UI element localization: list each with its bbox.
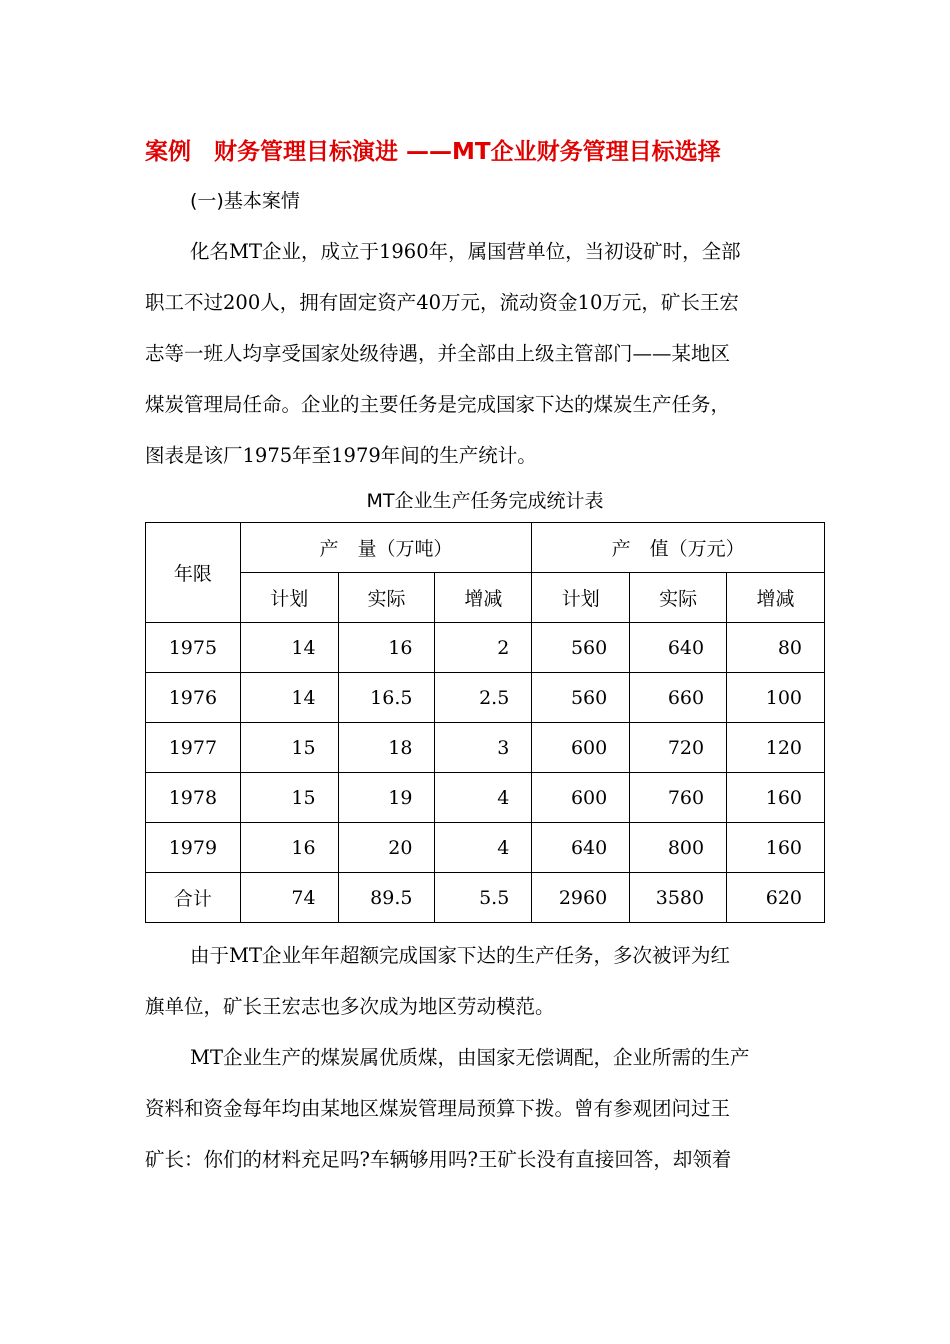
table-cell: 600 — [532, 773, 630, 823]
table-cell: 660 — [630, 673, 727, 723]
column-header: 实际 — [630, 573, 727, 623]
table-cell: 1979 — [146, 823, 241, 873]
paragraph-line: 职工不过200人，拥有固定资产40万元，流动资金10万元，矿长王宏 — [145, 291, 739, 314]
paragraph-line: 矿长：你们的材料充足吗?车辆够用吗?王矿长没有直接回答，却领着 — [145, 1148, 732, 1171]
table-cell: 720 — [630, 723, 727, 773]
production-stats-table — [145, 522, 825, 923]
table-cell: 1975 — [146, 623, 241, 673]
paragraph-line: 煤炭管理局任命。企业的主要任务是完成国家下达的煤炭生产任务， — [145, 393, 731, 416]
column-header: 增减 — [435, 573, 532, 623]
table-row — [146, 823, 825, 873]
table-total-row — [146, 873, 825, 923]
table-cell: 560 — [532, 623, 630, 673]
table-cell: 19 — [338, 773, 435, 823]
column-header: 增减 — [727, 573, 825, 623]
table-cell: 640 — [630, 623, 727, 673]
table-cell: 14 — [240, 673, 338, 723]
table-row — [146, 773, 825, 823]
section-heading: (一)基本案情 — [190, 190, 300, 212]
paragraph-basic-case — [145, 226, 833, 481]
table-cell: 4 — [435, 773, 532, 823]
column-header: 计划 — [240, 573, 338, 623]
table-cell: 5.5 — [435, 873, 532, 923]
table-caption: MT企业生产任务完成统计表 — [366, 490, 604, 512]
table-cell: 89.5 — [338, 873, 435, 923]
table-cell: 20 — [338, 823, 435, 873]
table-cell: 600 — [532, 723, 630, 773]
paragraph-line: 图表是该厂1975年至1979年间的生产统计。 — [145, 444, 537, 467]
table-cell: 1976 — [146, 673, 241, 723]
column-header: 计划 — [532, 573, 630, 623]
table-cell: 160 — [727, 823, 825, 873]
table-cell: 74 — [240, 873, 338, 923]
year-header: 年限 — [146, 523, 241, 623]
table-row — [146, 673, 825, 723]
table-row — [146, 723, 825, 773]
table-cell: 3 — [435, 723, 532, 773]
paragraph-line: 由于MT企业年年超额完成国家下达的生产任务，多次被评为红 — [190, 944, 730, 967]
paragraph-line: 化名MT企业，成立于1960年，属国营单位，当初设矿时，全部 — [190, 240, 741, 263]
column-header: 实际 — [338, 573, 435, 623]
paragraph-line: 旗单位，矿长王宏志也多次成为地区劳动模范。 — [145, 995, 555, 1018]
paragraph-line: 资料和资金每年均由某地区煤炭管理局预算下拨。曾有参观团问过王 — [145, 1097, 731, 1120]
table-row — [146, 623, 825, 673]
paragraph-line: MT企业生产的煤炭属优质煤，由国家无偿调配，企业所需的生产 — [190, 1046, 750, 1069]
table-cell: 1978 — [146, 773, 241, 823]
table-cell: 14 — [240, 623, 338, 673]
value-group-header: 产 值（万元） — [532, 523, 825, 573]
table-cell: 4 — [435, 823, 532, 873]
table-cell: 620 — [727, 873, 825, 923]
table-cell: 16 — [240, 823, 338, 873]
table-cell: 2960 — [532, 873, 630, 923]
paragraph-line: 志等一班人均享受国家处级待遇，并全部由上级主管部门——某地区 — [145, 342, 731, 365]
table-cell: 120 — [727, 723, 825, 773]
table-header-row — [146, 523, 825, 573]
table-cell: 16.5 — [338, 673, 435, 723]
table-cell: 2.5 — [435, 673, 532, 723]
table-cell: 15 — [240, 773, 338, 823]
table-cell: 3580 — [630, 873, 727, 923]
table-cell: 640 — [532, 823, 630, 873]
paragraph-red-flag — [145, 930, 833, 1032]
table-cell: 560 — [532, 673, 630, 723]
case-title: 案例 财务管理目标演进 ——MT企业财务管理目标选择 — [145, 139, 721, 165]
table-cell: 15 — [240, 723, 338, 773]
table-cell: 16 — [338, 623, 435, 673]
table-cell: 80 — [727, 623, 825, 673]
table-cell: 100 — [727, 673, 825, 723]
table-cell: 1977 — [146, 723, 241, 773]
table-cell: 合计 — [146, 873, 241, 923]
table-cell: 18 — [338, 723, 435, 773]
table-cell: 760 — [630, 773, 727, 823]
table-cell: 2 — [435, 623, 532, 673]
table-cell: 160 — [727, 773, 825, 823]
output-group-header: 产 量（万吨） — [240, 523, 532, 573]
table-subheader-row — [146, 573, 825, 623]
table-cell: 800 — [630, 823, 727, 873]
paragraph-coal-allocation — [145, 1032, 833, 1185]
